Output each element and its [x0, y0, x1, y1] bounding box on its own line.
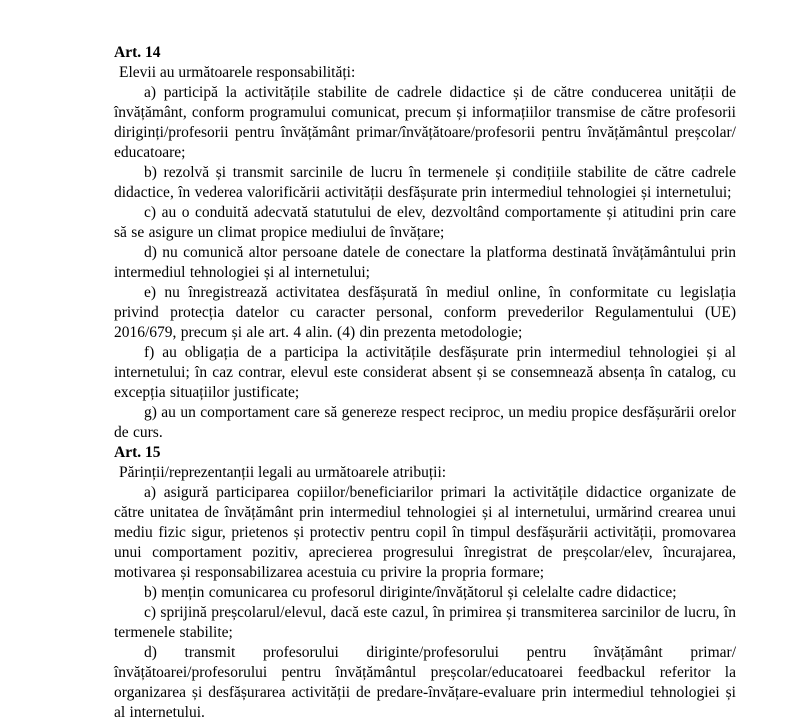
article-14-title: Art. 14	[114, 44, 161, 61]
article-15-intro: Părinții/reprezentanții legali au următoarele atribuții:	[119, 464, 447, 481]
article-15-title: Art. 15	[114, 444, 161, 461]
article-14-item-f: f) au obligația de a participa la activitățile desfășurate prin intermediul tehnologiei și al internetului; în caz contrar, elevul este considerat absent și se consemnează absența în catalog, cu excepția situațiilor justificate;	[114, 344, 736, 401]
article-14-intro: Elevii au următoarele responsabilități:	[119, 64, 356, 81]
article-15-item-c: c) sprijină preșcolarul/elevul, dacă este cazul, în primirea și transmiterea sarcinilor de lucru, în termenele stabilite;	[114, 604, 736, 641]
article-14-item-e: e) nu înregistrează activitatea desfășurată în mediul online, în conformitate cu legislația privind protecția datelor cu caracter personal, conform prevederilor Regulamentului (UE) 2016/679, precum și ale art. 4 alin. (4) din prezenta metodologie;	[114, 284, 736, 341]
article-15-item-b: b) mențin comunicarea cu profesorul diriginte/învățătorul și celelalte cadre didactice;	[144, 584, 677, 601]
article-15-item-a: a) asigură participarea copiilor/beneficiarilor primari la activitățile didactice organizate de către unitatea de învățământ prin intermediul tehnologiei și al internetului, urmărind crearea unui mediu fizic sigur, prietenos și protectiv pentru copil în timpul desfășurării activității, promovarea unui comportament pozitiv, aprecierea progresului înregistrat de preșcolar/elev, încurajarea, motivarea și responsabilizarea acestuia cu privire la propria formare;	[114, 484, 736, 581]
document-page	[114, 43, 736, 723]
article-15-item-d: d) transmit profesorului diriginte/profesorului pentru învățământ primar/învățătoarei/profesorului pentru învățământul preșcolar/educatoarei feedbackul referitor la organizarea și desfășurarea activității de predare-învățare-evaluare prin intermediul tehnologiei și al internetului.	[114, 644, 736, 721]
article-14-item-g: g) au un comportament care să genereze respect reciproc, un mediu propice desfășurării orelor de curs.	[114, 404, 736, 441]
article-14-item-d: d) nu comunică altor persoane datele de conectare la platforma destinată învățământului prin intermediul tehnologiei și al internetului;	[114, 244, 736, 281]
article-14-item-a: a) participă la activitățile stabilite de cadrele didactice și de către conducerea unității de învățământ, conform programului comunicat, precum și informațiilor transmise de către profesorii diriginți/profesorii pentru învățământ primar/învățătoare/profesorii pentru învățământul preșcolar/ educatoare;	[114, 84, 736, 161]
article-14-item-b: b) rezolvă și transmit sarcinile de lucru în termenele și condițiile stabilite de către cadrele didactice, în vederea valorificării activității desfășurate prin intermediul tehnologiei și internetului;	[114, 164, 736, 201]
article-14-item-c: c) au o conduită adecvată statutului de elev, dezvoltând comportamente și atitudini prin care să se asigure un climat propice mediului de învățare;	[114, 204, 736, 241]
